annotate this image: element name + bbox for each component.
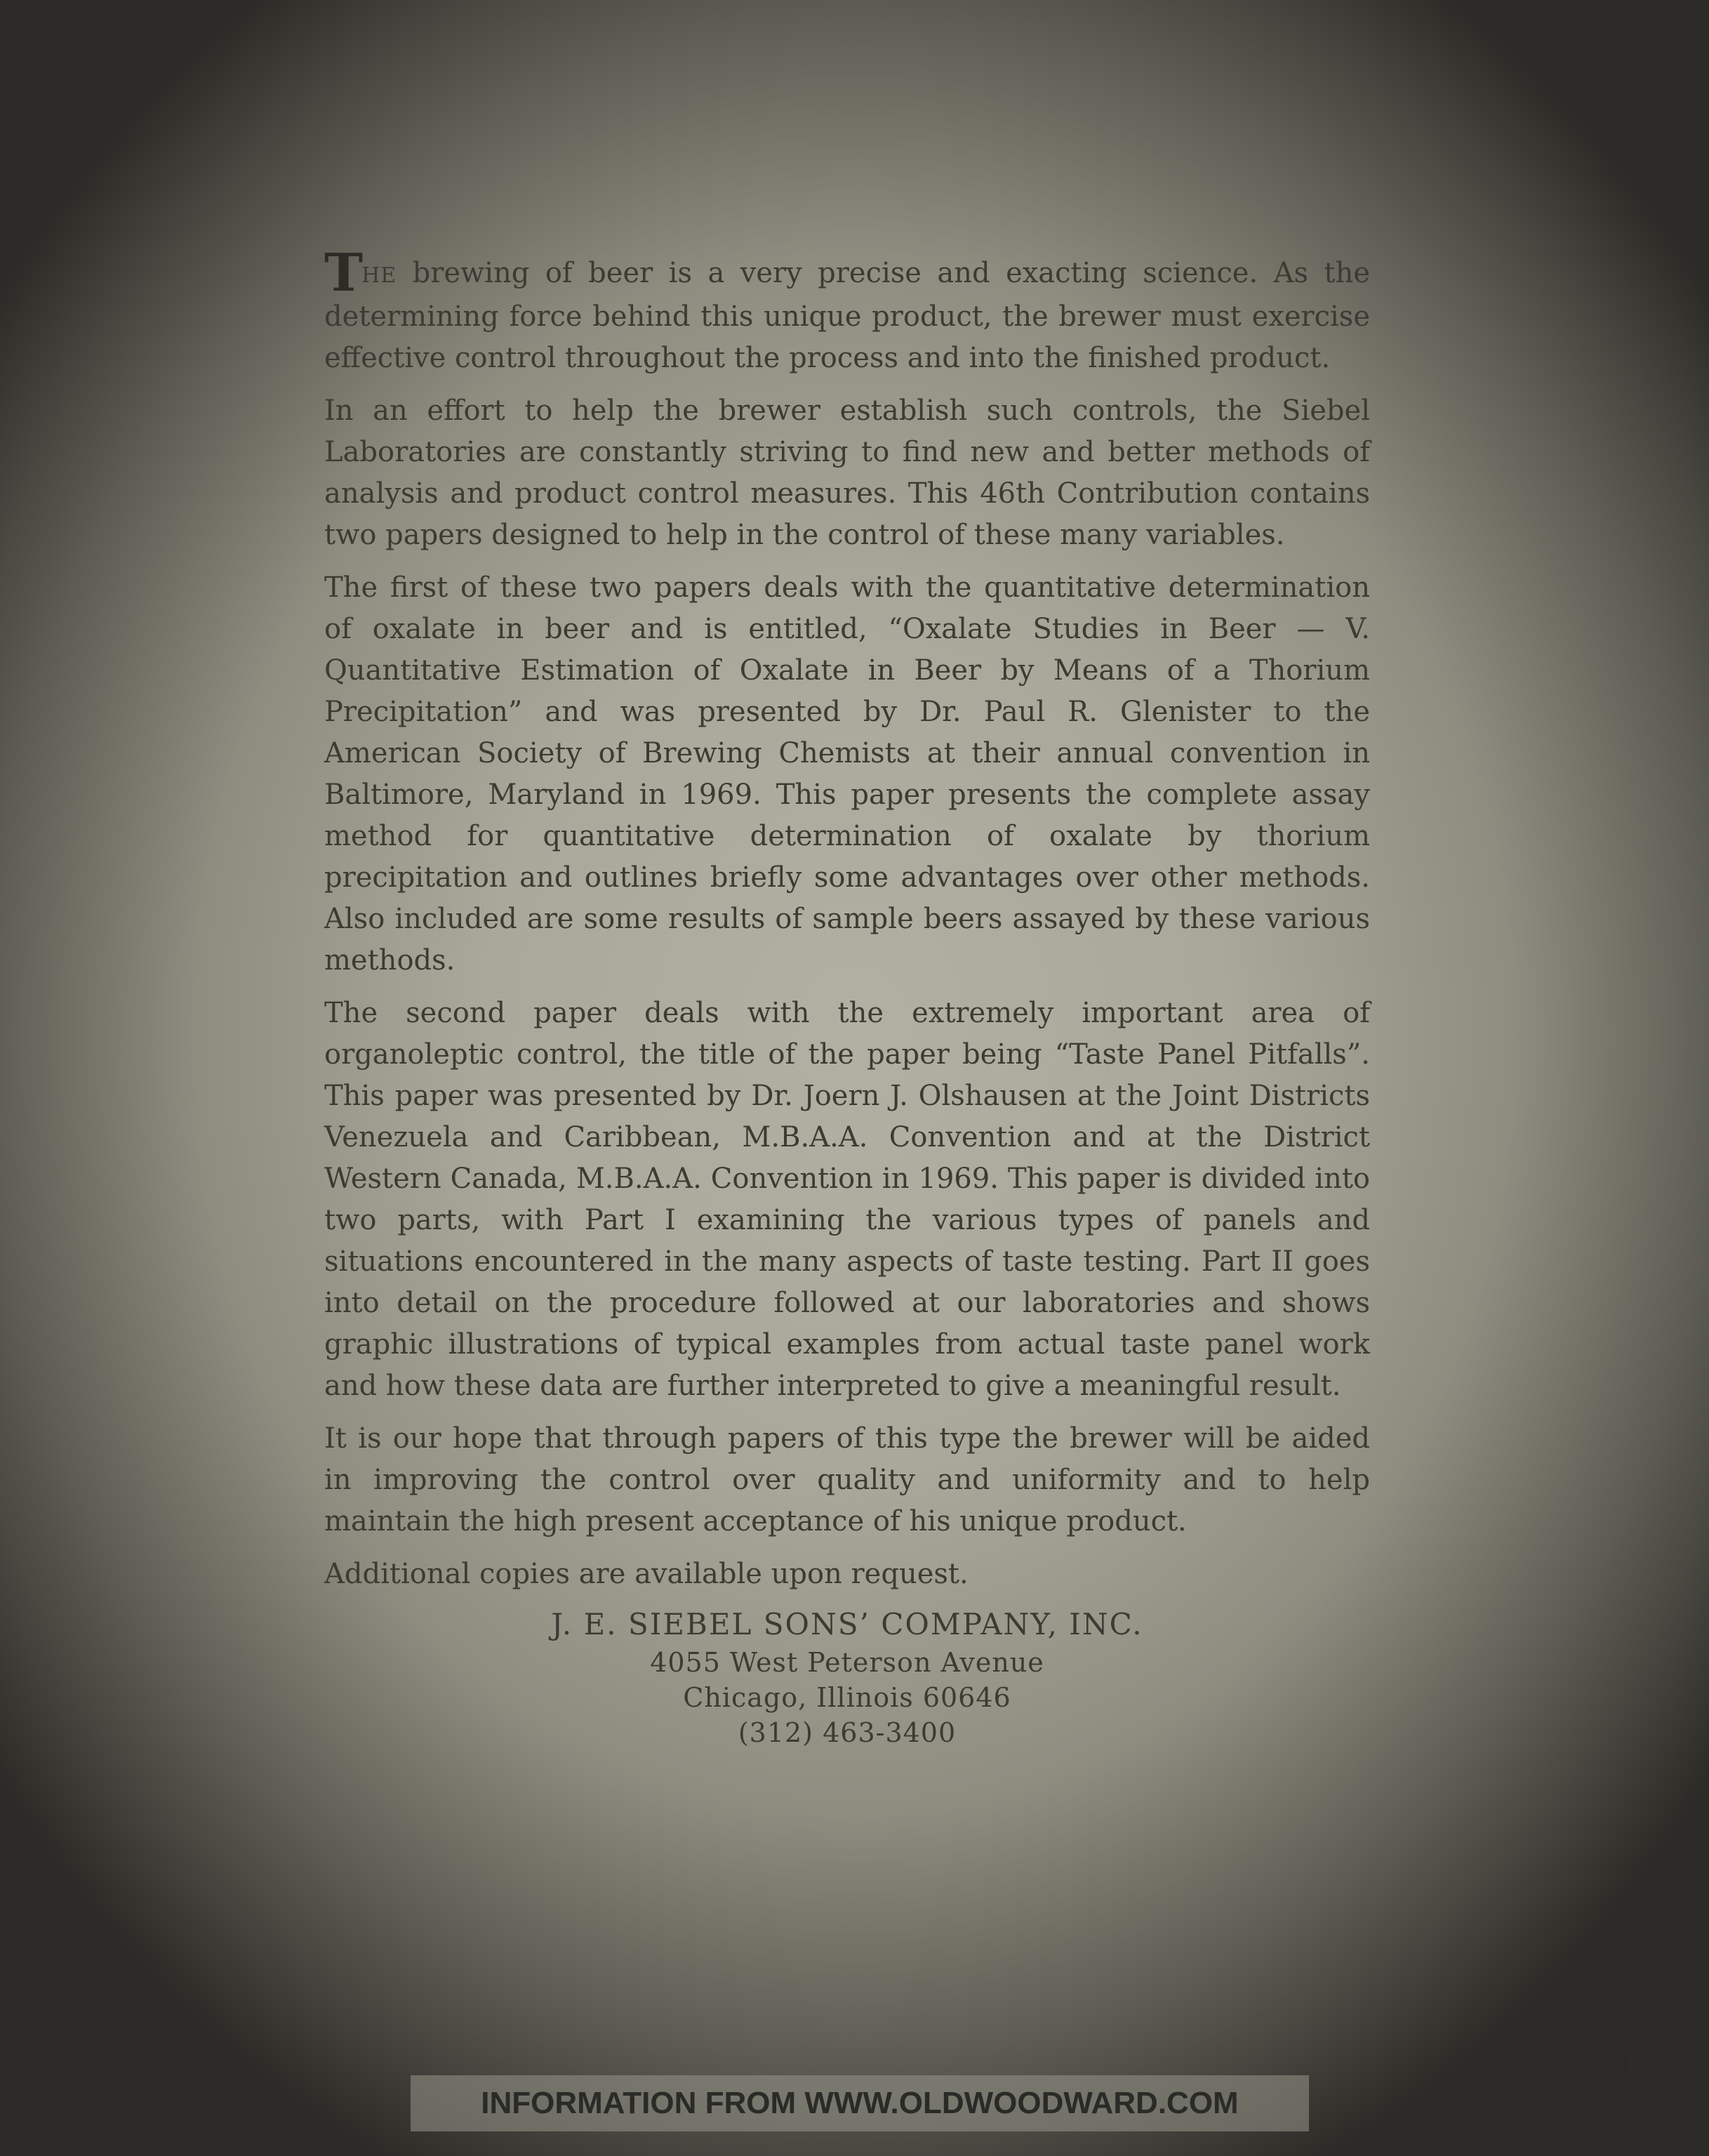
source-banner-text: INFORMATION FROM WWW.OLDWOODWARD.COM xyxy=(481,2086,1239,2120)
drop-cap: T xyxy=(324,243,364,303)
paragraph-controls: In an effort to help the brewer establish such controls, the Siebel Laboratories are constantly striving to find new and better methods of analysis and product control measures. This 46th Contribution contains two papers designed to help in the control of these many variables. xyxy=(324,395,1370,551)
paragraph-copies: Additional copies are available upon request. xyxy=(324,1558,969,1590)
company-name: J. E. SIEBEL SONS’ COMPANY, INC. xyxy=(551,1607,1143,1641)
small-caps-lead: HE xyxy=(361,263,397,288)
paragraph-taste-panel: The second paper deals with the extremely important area of organoleptic control, the title of the paper being “Taste Panel Pitfalls”. This paper was presented by Dr. Joern J. Olshausen at the Joint Districts Venezuela and Caribbean, M.B.A.A. Convention and at the District Western Canada, M.B.A.A. Convention in 1969. This paper is divided into two parts, with Part I examining the various types of panels and situations encountered in the many aspects of taste testing. Part II goes into detail on the procedure followed at our laboratories and shows graphic illustrations of typical examples from actual taste panel work and how these data are further interpreted to give a meaningful result. xyxy=(324,997,1370,1402)
paragraph-oxalate: The first of these two papers deals with the quantitative determination of oxalate in beer and is entitled, “Oxalate Studies in Beer — V. Quantitative Estimation of Oxalate in Beer by Means of a Thorium Precipitation” and was presented by Dr. Paul R. Glenister to the American Society of Brewing Chemists at their annual convention in Baltimore, Maryland in 1969. This paper presents the complete assay method for quantitative determination of oxalate by thorium precipitation and outlines briefly some advantages over other methods. Also included are some results of sample beers assayed by these various methods. xyxy=(324,571,1370,977)
company-city: Chicago, Illinois 60646 xyxy=(683,1682,1011,1713)
company-street: 4055 West Peterson Avenue xyxy=(650,1647,1044,1678)
page-number: 1 xyxy=(1618,2051,1635,2082)
source-banner xyxy=(411,2075,1309,2131)
company-phone: (312) 463-3400 xyxy=(738,1717,957,1748)
company-address-block xyxy=(324,1604,1370,1750)
intro-paragraph xyxy=(324,243,1370,379)
intro-text: brewing of beer is a very precise and exacting science. As the determining force behind this unique product, the brewer must exercise effective control throughout the process and into the finished product. xyxy=(324,257,1370,374)
paragraph-hope: It is our hope that through papers of this type the brewer will be aided in improving the control over quality and uniformity and to help maintain the high present acceptance of his unique product. xyxy=(324,1422,1370,1537)
body-text xyxy=(324,243,1370,1606)
